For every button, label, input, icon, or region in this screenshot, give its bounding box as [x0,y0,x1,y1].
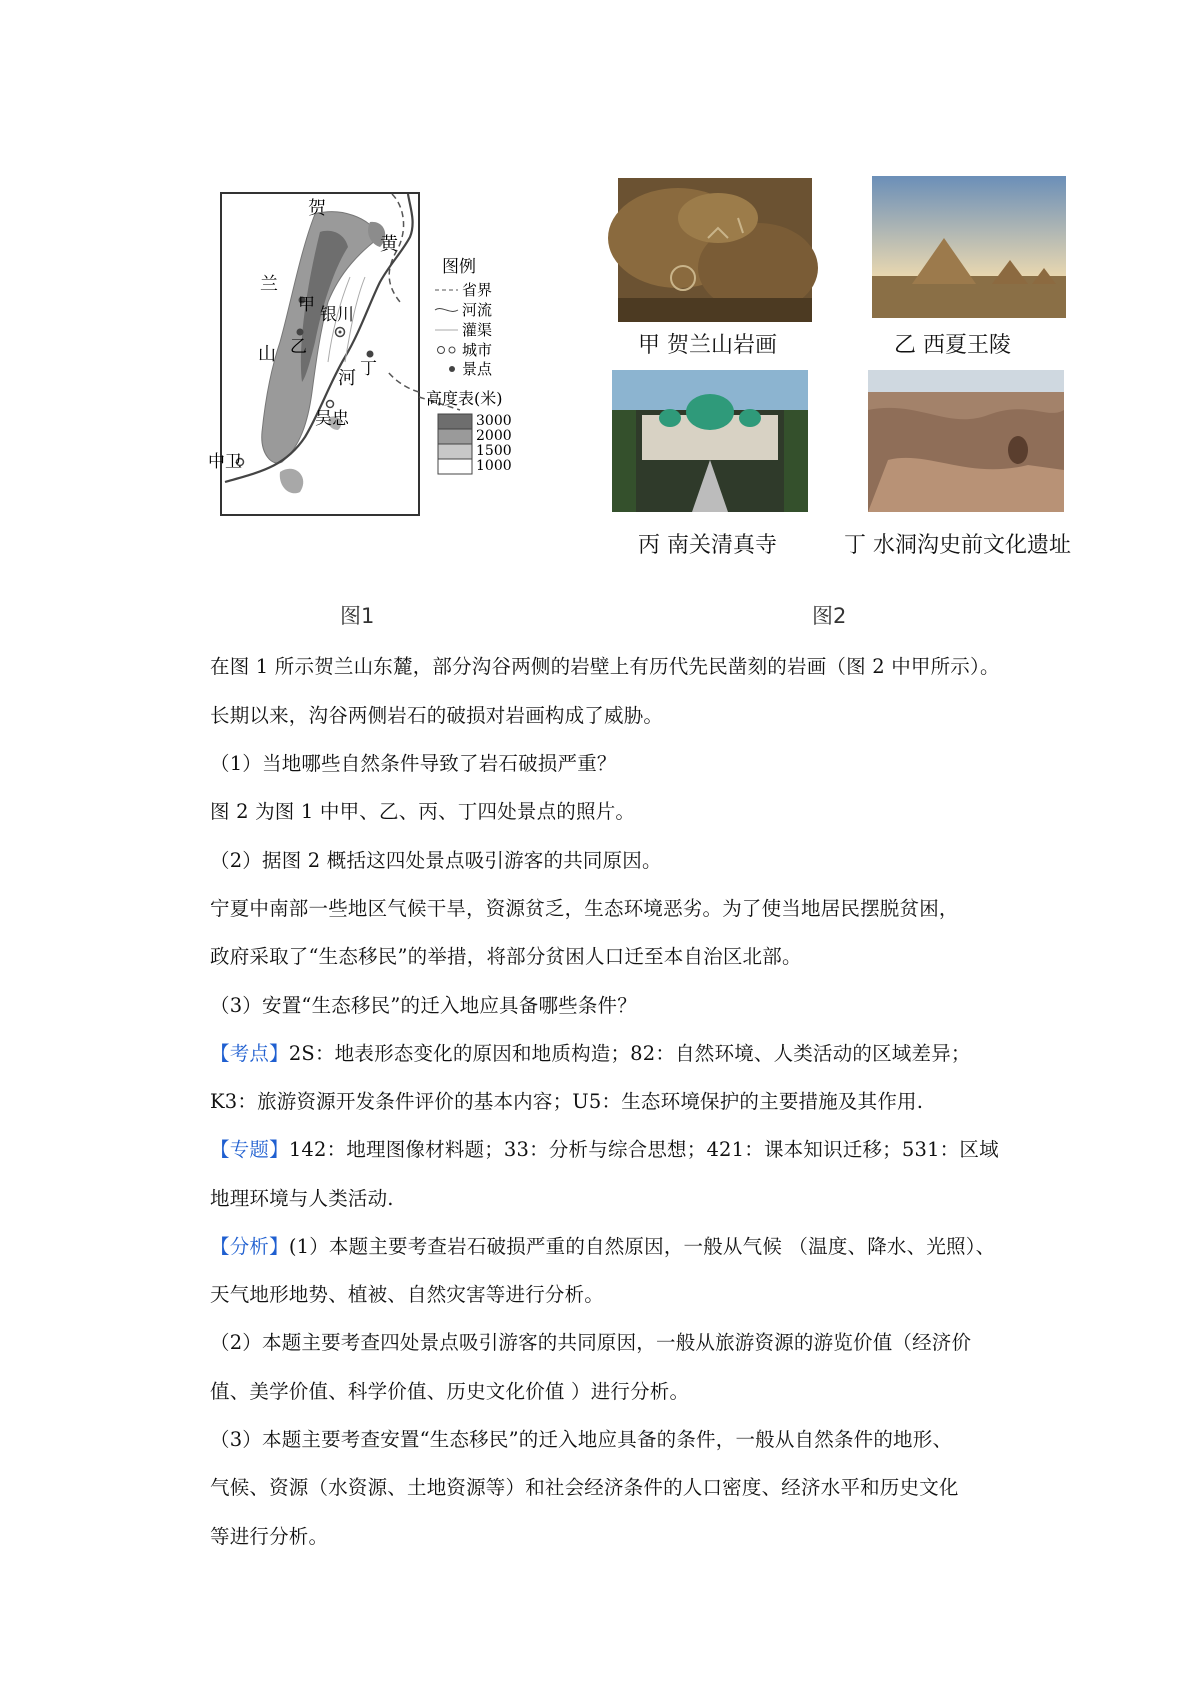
question-2: （2）据图 2 概括这四处景点吸引游客的共同原因。 [210,849,662,872]
photo-mosque [612,370,808,512]
label-jia: 甲 [298,295,315,315]
legend-title: 图例 [442,257,476,277]
site-yi-dot [297,329,304,336]
fenxi-line-1 [210,1235,995,1259]
label-he: 贺 [308,198,326,219]
label-shan: 山 [258,344,276,365]
question-1: （1）当地哪些自然条件导致了岩石破损严重？ [210,752,617,775]
para-3a: 宁夏中南部一些地区气候干旱，资源贫乏，生态环境恶劣。为了使当地居民摆脱贫困， [210,897,959,920]
svg-text:3000: 3000 [476,413,512,429]
fenxi-text-a: (1）本题主要考查岩石破损严重的自然原因，一般从气候 （温度、降水、光照）、 [288,1235,996,1258]
photo-xixia-tombs [872,176,1066,318]
legend-items [435,281,493,378]
label-zhongwei: 中卫 [208,452,242,472]
label-he2: 河 [338,368,356,389]
fenxi-tag: 【分析】 [210,1235,289,1258]
label-lan: 兰 [260,274,278,295]
ningxia-map [208,192,553,516]
zhuanti-line-1 [210,1138,999,1162]
para-2: 图 2 为图 1 中甲、乙、丙、丁四处景点的照片。 [210,800,636,823]
zhuanti-text-b: 地理环境与人类活动. [210,1187,394,1210]
photo-rock-art [618,178,812,322]
svg-text:灌渠: 灌渠 [462,321,493,339]
kaodian-text-b: K3：旅游资源开发条件评价的基本内容；U5：生态环境保护的主要措施及其作用. [210,1090,924,1113]
label-yinchuan: 银川 [320,305,354,325]
svg-text:景点: 景点 [462,360,493,378]
zhuanti-tag: 【专题】 [210,1138,289,1161]
para-3b: 政府采取了“生态移民”的举措，将部分贫困人口迁至本自治区北部。 [210,945,802,968]
caption-jia: 甲 贺兰山岩画 [638,333,777,358]
label-wuzhong: 吴忠 [315,409,349,429]
kaodian-line-1 [210,1042,971,1066]
svg-text:2000: 2000 [476,428,512,444]
para-1a: 在图 1 所示贺兰山东麓，部分沟谷两侧的岩壁上有历代先民凿刻的岩画（图 2 中甲所示）。 [210,655,1000,678]
zhuanti-text-a: 142：地理图像材料题；33：分析与综合思想；421：课本知识迁移；531：区域 [288,1138,999,1161]
caption-bing: 丙 南关清真寺 [638,533,777,558]
figure-1-label: 图1 [340,604,375,628]
fenxi-2b: 值、美学价值、科学价值、历史文化价值 ）进行分析。 [210,1380,690,1403]
svg-text:省界: 省界 [462,281,493,299]
question-3: （3）安置“生态移民”的迁入地应具备哪些条件？ [210,994,637,1017]
kaodian-text-a: 2S：地表形态变化的原因和地质构造；82：自然环境、人类活动的区域差异； [288,1042,971,1065]
svg-text:河流: 河流 [462,301,493,319]
fenxi-3b: 气候、资源（水资源、土地资源等）和社会经济条件的人口密度、经济水平和历史文化 [210,1476,959,1499]
site-ding-dot [367,351,374,358]
figure-2-label: 图2 [812,604,847,628]
photo-shuidonggou [868,370,1064,512]
map-svg [208,192,553,516]
caption-ding: 丁 水洞沟史前文化遗址 [844,533,1071,558]
label-yi: 乙 [290,337,307,357]
fenxi-3c: 等进行分析。 [210,1525,329,1548]
elev-title: 高度表(米) [426,389,503,408]
kaodian-tag: 【考点】 [210,1042,289,1065]
svg-text:1500: 1500 [476,443,512,459]
para-1b: 长期以来，沟谷两侧岩石的破损对岩画构成了威胁。 [210,704,664,727]
elev-scale [438,413,512,474]
fenxi-text-b: 天气地形地势、植被、自然灾害等进行分析。 [210,1283,605,1306]
wuzhong-dot [327,401,334,408]
svg-text:1000: 1000 [476,458,512,474]
label-ding: 丁 [360,359,377,379]
caption-yi: 乙 西夏王陵 [894,333,1011,358]
label-huang: 黄 [380,234,398,255]
svg-text:城市: 城市 [462,341,493,359]
fenxi-3a: （3）本题主要考查安置“生态移民”的迁入地应具备的条件，一般从自然条件的地形、 [210,1428,953,1451]
fenxi-2a: （2）本题主要考查四处景点吸引游客的共同原因，一般从旅游资源的游览价值（经济价 [210,1331,972,1354]
